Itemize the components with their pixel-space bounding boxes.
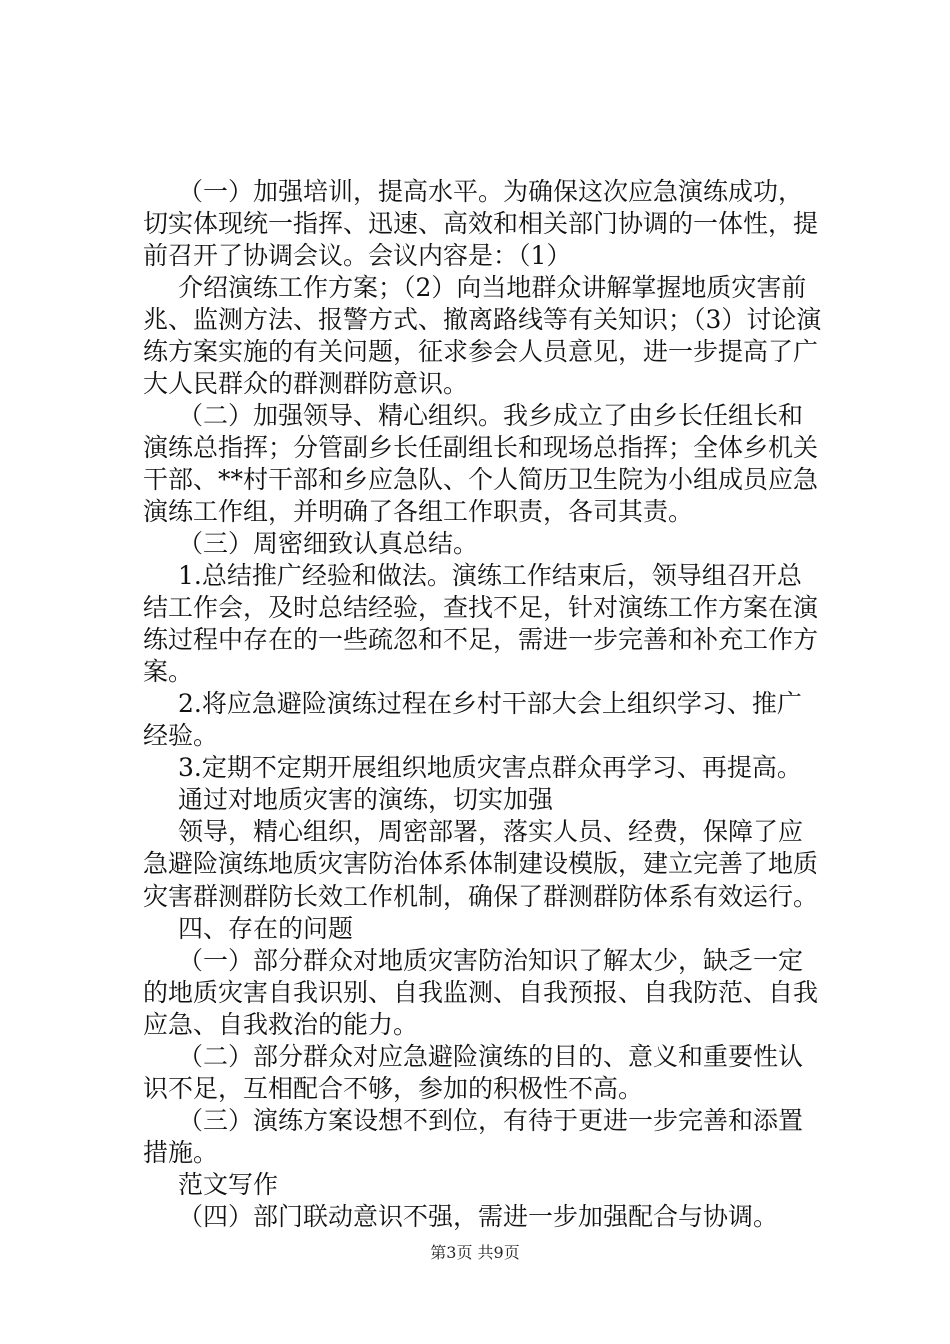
text-line: 结工作会，及时总结经验，查找不足，针对演练工作方案在演 — [143, 593, 819, 623]
text-line: 应急、自我救治的能力。 — [143, 1009, 419, 1039]
text-line: 练方案实施的有关问题，征求参会人员意见，进一步提高了广 — [143, 337, 819, 367]
text-line: 切实体现统一指挥、迅速、高效和相关部门协调的一体性，提 — [143, 209, 819, 239]
text-line: 3.定期不定期开展组织地质灾害点群众再学习、再提高。 — [178, 753, 802, 783]
text-line: （三）演练方案设想不到位，有待于更进一步完善和添置 — [178, 1105, 804, 1135]
text-line: 措施。 — [143, 1137, 219, 1167]
text-line: 急避险演练地质灾害防治体系体制建设模版，建立完善了地质 — [143, 849, 819, 879]
text-line: 的地质灾害自我识别、自我监测、自我预报、自我防范、自我 — [143, 977, 819, 1007]
text-line: （二）加强领导、精心组织。我乡成立了由乡长任组长和 — [178, 401, 804, 431]
text-line: 领导，精心组织，周密部署，落实人员、经费，保障了应 — [178, 817, 804, 847]
text-line: 演练工作组，并明确了各组工作职责，各司其责。 — [143, 497, 694, 527]
text-line: 2.将应急避险演练过程在乡村干部大会上组织学习、推广 — [178, 689, 802, 719]
text-line: 干部、**村干部和乡应急队、个人简历卫生院为小组成员应急 — [143, 465, 819, 495]
text-line: 范文写作 — [178, 1169, 279, 1199]
text-line: 案。 — [143, 657, 194, 687]
text-line: 兆、监测方法、报警方式、撤离路线等有关知识；（3）讨论演 — [143, 305, 822, 335]
text-line: （二）部分群众对应急避险演练的目的、意义和重要性认 — [178, 1041, 804, 1071]
text-line: 演练总指挥；分管副乡长任副组长和现场总指挥；全体乡机关 — [143, 433, 819, 463]
text-line: 练过程中存在的一些疏忽和不足，需进一步完善和补充工作方 — [143, 625, 819, 655]
text-line: 前召开了协调会议。会议内容是：（1） — [143, 241, 572, 271]
text-line: 灾害群测群防长效工作机制，确保了群测群防体系有效运行。 — [143, 881, 819, 911]
text-line: （三）周密细致认真总结。 — [178, 529, 479, 559]
text-line: 大人民群众的群测群防意识。 — [143, 369, 469, 399]
text-line: （一）加强培训，提高水平。为确保这次应急演练成功， — [178, 177, 804, 206]
text-line: 识不足，互相配合不够，参加的积极性不高。 — [143, 1073, 644, 1103]
section-heading: 四、存在的问题 — [178, 913, 354, 943]
text-line: 通过对地质灾害的演练，切实加强 — [178, 785, 554, 815]
text-line: 经验。 — [143, 721, 219, 751]
page-footer: 第3页 共9页 — [430, 1243, 520, 1262]
text-line: （四）部门联动意识不强，需进一步加强配合与协调。 — [178, 1201, 779, 1231]
text-line: （一）部分群众对地质灾害防治知识了解太少，缺乏一定 — [178, 945, 804, 975]
text-line: 介绍演练工作方案；（2）向当地群众讲解掌握地质灾害前 — [178, 273, 807, 303]
text-line: 1.总结推广经验和做法。演练工作结束后，领导组召开总 — [178, 561, 802, 591]
